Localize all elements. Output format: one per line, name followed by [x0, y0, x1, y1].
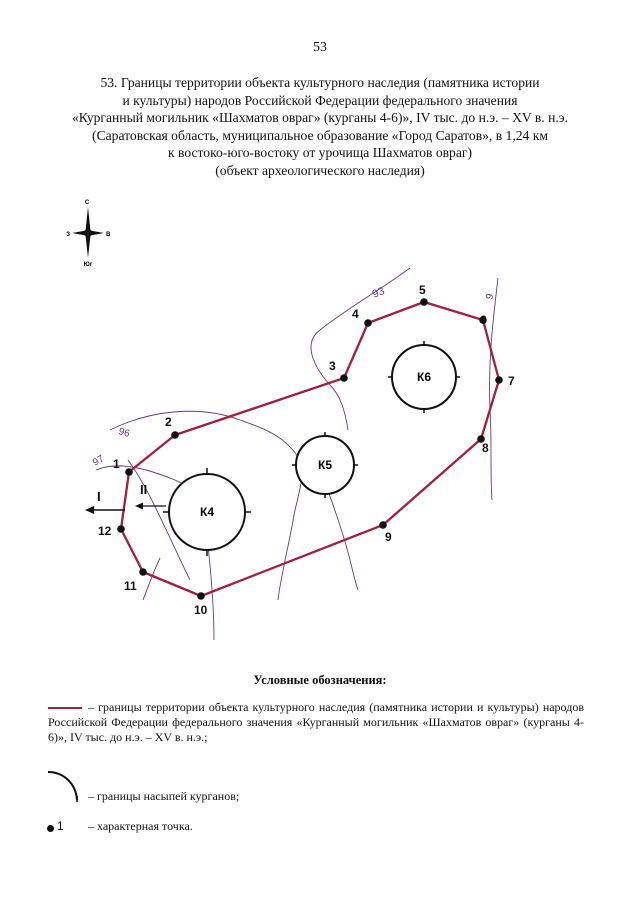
contour-label: 9	[484, 292, 497, 301]
point-marker	[340, 374, 348, 382]
title-line: (Саратовская область, муниципальное образование «Город Саратов», в 1,24 км	[92, 127, 548, 143]
point-label: 5	[419, 283, 426, 297]
point-label: 8	[482, 441, 489, 455]
legend-title: Условные обозначения:	[253, 673, 387, 687]
point-label: 7	[508, 374, 515, 388]
point-marker	[364, 319, 372, 327]
mound-label: К5	[318, 458, 332, 473]
point-marker	[495, 376, 503, 384]
point-label: 11	[124, 579, 137, 593]
point-swatch-icon	[47, 825, 54, 832]
arrow-label: I	[97, 489, 101, 504]
point-label: 3	[329, 359, 336, 373]
point-label: 6	[480, 313, 487, 327]
point-label: 4	[352, 307, 359, 321]
point-marker	[117, 525, 125, 533]
title-line: «Курганный могильник «Шахматов овраг» (курганы 4-6)», IV тыс. до н.э. – XV в. н.э.	[71, 110, 569, 125]
point-marker	[125, 468, 133, 476]
contour-label: 93	[370, 285, 387, 301]
legend-mound-text: – границы насыпей курганов;	[88, 789, 240, 803]
legend-boundary-line1: – границы территории объекта культурного наследия (памятника истории и культуры)	[88, 700, 539, 714]
legend-boundary-line2: народов Российской Федерации федерального значения «Курганный могильник «Шахматов овраг»	[48, 700, 584, 729]
mound-label: К6	[417, 370, 431, 385]
mound-boundary-swatch-icon	[46, 768, 82, 804]
point-label: 1	[113, 457, 120, 471]
title-line: к востоко-юго-востоку от урочища Шахматов овраг)	[168, 145, 472, 160]
site-boundary-map	[0, 255, 640, 655]
contour-lines	[96, 268, 498, 640]
title-line: и культуры) народов Российской Федерации федерального значения	[122, 92, 518, 108]
point-marker	[171, 431, 179, 439]
contour-line	[311, 268, 410, 430]
mound-k5	[292, 432, 358, 498]
arrow-label: II	[140, 482, 148, 497]
title-line: (объект археологического наследия)	[215, 162, 425, 178]
document-title	[20, 74, 620, 179]
point-marker	[420, 298, 428, 306]
point-label: 2	[165, 415, 172, 429]
page-number: 53	[313, 40, 327, 55]
compass-east-label: В	[106, 232, 111, 238]
compass-south-label: Юг	[83, 262, 93, 268]
legend-boundary-text	[48, 700, 584, 745]
point-marker	[197, 592, 205, 600]
point-label: 12	[98, 524, 112, 538]
point-marker	[379, 521, 387, 529]
point-label: 10	[194, 603, 208, 617]
compass-west-label: З	[66, 232, 70, 238]
mound-k4	[163, 468, 251, 556]
legend-point-text: – характерная точка.	[88, 819, 193, 833]
point-label: 9	[385, 530, 392, 544]
legend-point-number: 1	[57, 819, 64, 833]
point-marker	[139, 568, 147, 576]
contour-label: 97	[91, 453, 107, 469]
legend-boundary-line3: (курганы 4-6)», IV тыс. до н.э. – XV в. н.э.;	[48, 715, 585, 744]
mound-label: К4	[200, 505, 214, 520]
mound-k6	[388, 341, 460, 413]
contour-label: 96	[117, 426, 131, 440]
title-line: 53. Границы территории объекта культурного наследия (памятника истории	[100, 75, 540, 90]
compass-north-label: С	[84, 200, 90, 206]
